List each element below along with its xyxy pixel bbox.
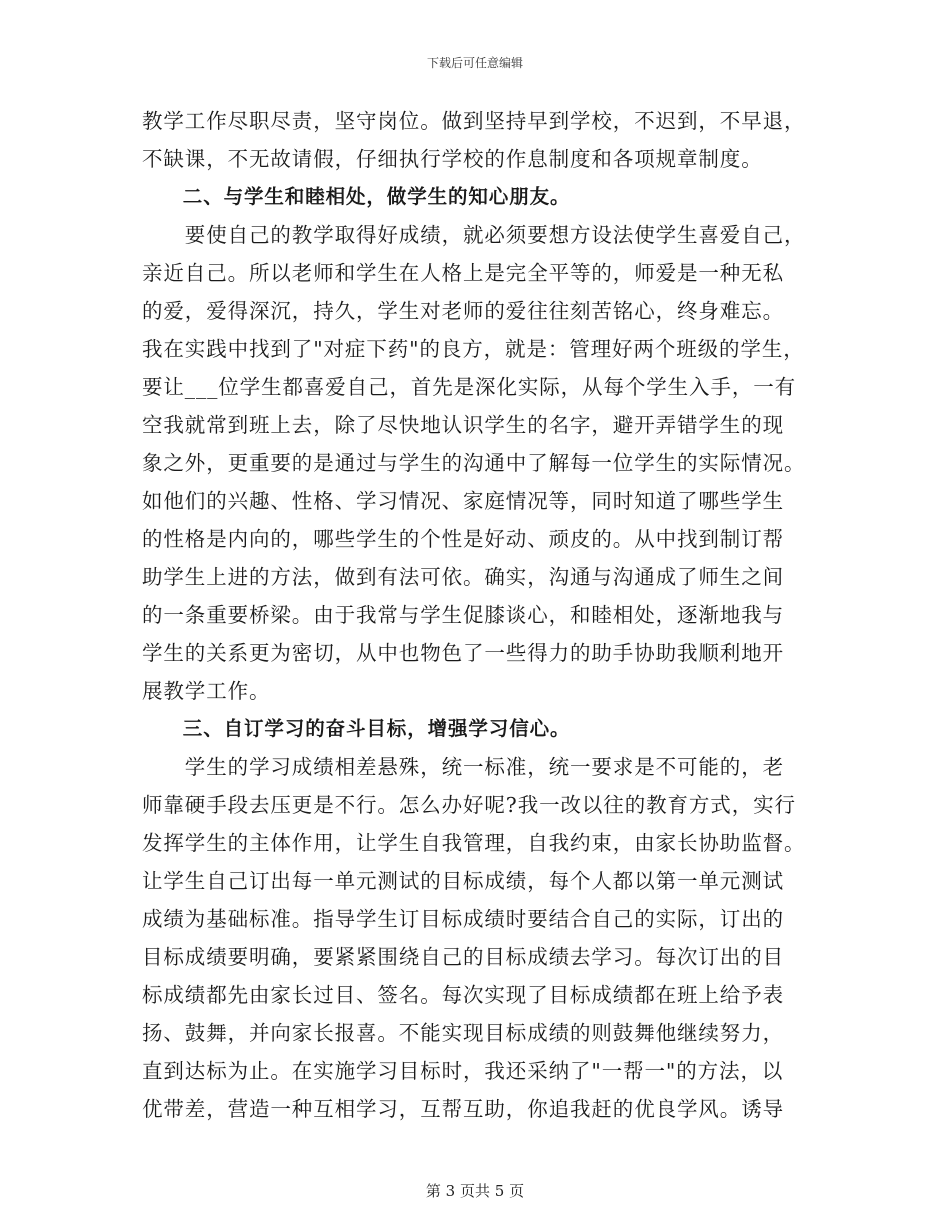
- text-line: 象之外，更重要的是通过与学生的沟通中了解每一位学生的实际情况。: [142, 451, 806, 475]
- text-line: 扬、鼓舞，并向家长报喜。不能实现目标成绩的则鼓舞他继续努力，: [142, 1021, 784, 1045]
- page-header: 下载后可任意编辑: [426, 56, 523, 70]
- text-line: 让学生自己订出每一单元测试的目标成绩，每个人都以第一单元测试: [142, 869, 784, 893]
- text-line: 助学生上进的方法，做到有法可依。确实，沟通与沟通成了师生之间: [142, 565, 784, 589]
- text-line: 目标成绩要明确，要紧紧围绕自己的目标成绩去学习。每次订出的目: [142, 945, 784, 969]
- text-line: 要使自己的教学取得好成绩，就必须要想方设法使学生喜爱自己，: [142, 223, 806, 247]
- text-line: 如他们的兴趣、性格、学习情况、家庭情况等，同时知道了哪些学生: [142, 489, 784, 513]
- text-line: 学生的学习成绩相差悬殊，统一标准，统一要求是不可能的，老: [142, 755, 784, 779]
- text-line: 亲近自己。所以老师和学生在人格上是完全平等的，师爱是一种无私: [142, 261, 784, 285]
- text-line: 学生的关系更为密切，从中也物色了一些得力的助手协助我顺利地开: [142, 641, 784, 665]
- text-line: 要让___位学生都喜爱自己，首先是深化实际，从每个学生入手，一有: [142, 375, 797, 399]
- text-line: 成绩为基础标准。指导学生订目标成绩时要结合自己的实际，订出的: [142, 907, 784, 931]
- text-line: 优带差，营造一种互相学习，互帮互助，你追我赶的优良学风。诱导: [142, 1097, 784, 1121]
- text-line: 师靠硬手段去压更是不行。怎么办好呢?我一改以往的教育方式，实行: [142, 793, 796, 817]
- section-heading: 三、自订学习的奋斗目标，增强学习信心。: [142, 717, 571, 740]
- page-footer: 第 3 页共 5 页: [425, 1182, 525, 1200]
- section-heading: 二、与学生和睦相处，做学生的知心朋友。: [142, 185, 571, 208]
- text-line: 空我就常到班上去，除了尽快地认识学生的名字，避开弄错学生的现: [142, 413, 784, 437]
- text-line: 我在实践中找到了"对症下药"的良方，就是：管理好两个班级的学生，: [142, 337, 805, 361]
- text-line: 标成绩都先由家长过目、签名。每次实现了目标成绩都在班上给予表: [142, 983, 784, 1007]
- text-line: 发挥学生的主体作用，让学生自我管理，自我约束，由家长协助监督。: [142, 831, 806, 855]
- text-line: 的性格是内向的，哪些学生的个性是好动、顽皮的。从中找到制订帮: [142, 527, 784, 551]
- text-line: 教学工作尽职尽责，坚守岗位。做到坚持早到学校，不迟到，不早退，: [142, 109, 806, 133]
- text-line: 不缺课，不无故请假，仔细执行学校的作息制度和各项规章制度。: [142, 147, 763, 171]
- text-line: 展教学工作。: [142, 679, 271, 703]
- text-line: 的爱，爱得深沉，持久，学生对老师的爱往往刻苦铭心，终身难忘。: [142, 299, 784, 323]
- text-line: 的一条重要桥梁。由于我常与学生促膝谈心，和睦相处，逐渐地我与: [142, 603, 784, 627]
- document-body: [142, 102, 810, 1128]
- text-line: 直到达标为止。在实施学习目标时，我还采纳了"一帮一"的方法，以: [142, 1059, 784, 1083]
